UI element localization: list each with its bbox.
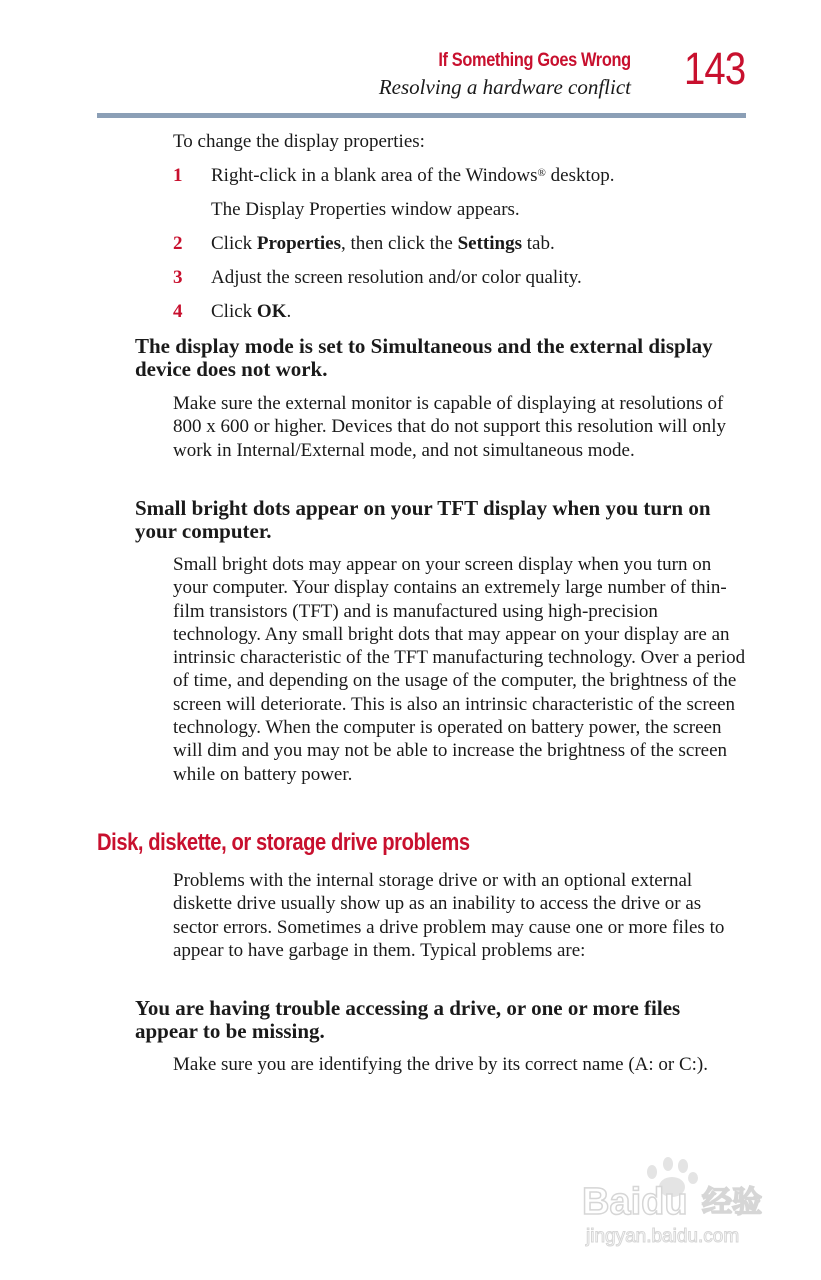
step-number: 2 [173,233,183,254]
running-header-section: Resolving a hardware conflict [378,75,631,99]
running-header-chapter: If Something Goes Wrong [438,50,631,71]
step-text: Right-click in a blank area of the Windows® desktop. [211,165,615,186]
step-text: Click OK. [211,301,292,322]
step-number: 3 [173,267,183,288]
problem-text: Make sure you are identifying the drive by its correct name (A: or C:). [173,1054,708,1075]
step-text: Click Properties, then click the Settings tab. [211,233,555,254]
svg-text:Baidu: Baidu [582,1181,688,1223]
page-number: 143 [684,43,746,94]
step-text: Adjust the screen resolution and/or color quality. [211,267,582,288]
baidu-watermark [580,1150,780,1250]
svg-text:jingyan.baidu.com: jingyan.baidu.com [586,1226,740,1247]
problem-text: Small bright dots may appear on your screen display when you turn on your computer. Your display contains an extremely large number of thin-film transistors (TFT) and is manufactured using high-precision technology. Any small bright dots that may appear on your display are an intrinsic characteristic of the TFT manufacturing technology. Over a period of time, and depending on the usage of the computer, the brightness of the screen will deteriorate. This is also an intrinsic characteristic of the screen technology. When the computer is operated on battery power, the screen will dim and you may not be able to increase the brightness of the screen while on battery power. [173,554,746,785]
problem-heading: You are having trouble accessing a drive, or one or more files appear to be missing. [135,996,681,1043]
problem-heading: Small bright dots appear on your TFT display when you turn on your computer. [135,496,711,543]
step-1-note: The Display Properties window appears. [211,199,520,220]
section-intro: Problems with the internal storage drive or with an optional external diskette drive usually show up as an inability to access the drive or as sector errors. Sometimes a drive problem may cause one or more files to appear to have garbage in them. Typical problems are: [173,870,725,961]
intro-text: To change the display properties: [173,131,425,152]
problem-heading: The display mode is set to Simultaneous and the external display device does not work. [135,334,713,381]
problem-text: Make sure the external monitor is capable of displaying at resolutions of 800 x 600 or higher. Devices that do not support this resolution will only work in Internal/External mode, and not simultaneous mode. [173,393,727,461]
step-number: 1 [173,165,183,186]
section-heading: Disk, diskette, or storage drive problems [97,829,470,856]
step-number: 4 [173,301,183,322]
svg-text:经验: 经验 [702,1185,762,1220]
header-rule [97,113,746,118]
